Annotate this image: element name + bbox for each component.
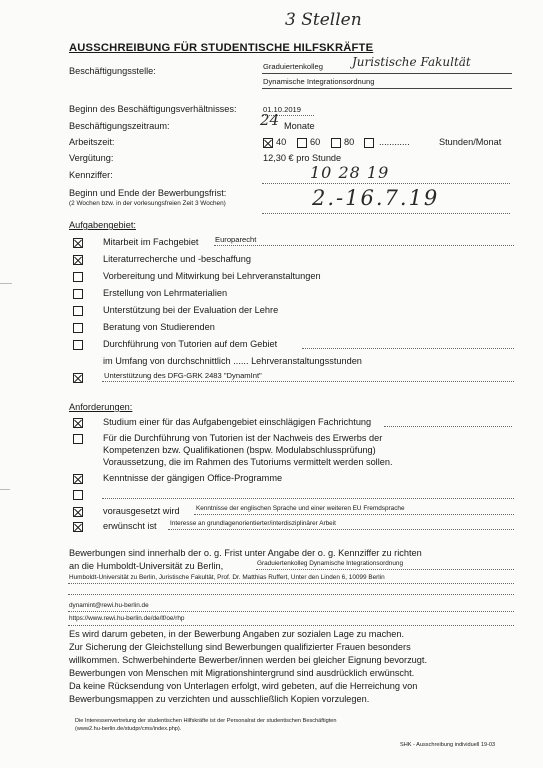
handwritten-months: 24 bbox=[260, 111, 280, 129]
requirement-checkbox[interactable] bbox=[73, 522, 83, 532]
requirement-office: Kenntnisse der gängigen Office-Programme bbox=[103, 473, 283, 483]
handwritten-code: 10 28 19 bbox=[310, 163, 390, 182]
requirement-checkbox[interactable] bbox=[73, 474, 83, 484]
application-line: Bewerbungen sind innerhalb der o. g. Frist unter Angabe der o. g. Kennziffer zu richten bbox=[69, 548, 422, 558]
employer-line2: Dynamische Integrationsordnung bbox=[263, 77, 375, 86]
tasks-heading: Aufgabengebiet: bbox=[69, 220, 136, 230]
period-suffix: Monate bbox=[284, 121, 315, 131]
task-field-value: Europarecht bbox=[215, 235, 257, 244]
scan-mark bbox=[0, 283, 12, 284]
requirements-heading: Anforderungen: bbox=[69, 402, 133, 412]
note-line: Zur Sicherung der Gleichstellung sind Bewerbungen qualifizierter Frauen besonders bbox=[69, 642, 411, 652]
scan-mark bbox=[0, 489, 10, 490]
required-label: vorausgesetzt wird bbox=[103, 506, 180, 516]
hours-option-80: 80 bbox=[344, 137, 355, 147]
desired-label: erwünscht ist bbox=[103, 521, 157, 531]
note-line: Da keine Rücksendung von Unterlagen erfolgt, wird gebeten, auf die Herreichung von bbox=[69, 681, 418, 691]
deadline-label: Beginn und Ende der Bewerbungsfrist: bbox=[69, 188, 227, 198]
handwritten-note: 3 Stellen bbox=[285, 10, 362, 30]
task-label: Durchführung von Tutorien auf dem Gebiet bbox=[103, 339, 278, 349]
hours-unit: Stunden/Monat bbox=[439, 137, 502, 147]
employer-label: Beschäftigungsstelle: bbox=[69, 66, 156, 76]
required-value: Kenntnisse der englischen Sprache und einer weiteren EU Fremdsprache bbox=[196, 505, 405, 512]
application-line: an die Humboldt-Universität zu Berlin, bbox=[69, 561, 224, 571]
handwritten-deadline: 2.-16.7.19 bbox=[312, 186, 440, 210]
hours-option-60: 60 bbox=[310, 137, 321, 147]
task-label: Mitarbeit im Fachgebiet bbox=[103, 237, 199, 247]
pay-label: Vergütung: bbox=[69, 153, 114, 163]
requirement-checkbox[interactable] bbox=[73, 490, 83, 500]
hours-40-checkbox[interactable] bbox=[263, 138, 273, 148]
footer-line: (www2.hu-berlin.de/studpr/cms/index.php). bbox=[75, 726, 182, 732]
form-id: SHK - Ausschreibung individuell 19-03 bbox=[400, 742, 496, 748]
hours-80-checkbox[interactable] bbox=[331, 138, 341, 148]
start-value: 01.10.2019 bbox=[263, 105, 302, 114]
note-line: Bewerbungen von Menschen mit Migrationshintergrund sind ausdrücklich erwünscht. bbox=[69, 668, 415, 678]
note-line: Es wird darum gebeten, in der Bewerbung Angaben zur sozialen Lage zu machen. bbox=[69, 629, 405, 639]
deadline-note: (2 Wochen bzw. in der vorlesungsfreien Zeit 3 Wochen) bbox=[69, 200, 226, 207]
note-line: willkommen. Schwerbehinderte Bewerber/innen werden bei gleicher Eignung bevorzugt. bbox=[69, 655, 428, 665]
requirement-tutor: Für die Durchführung von Tutorien ist der Nachweis des Erwerbs der bbox=[103, 433, 383, 443]
start-label: Beginn des Beschäftigungsverhältnisses: bbox=[69, 104, 237, 114]
task-checkbox[interactable] bbox=[73, 238, 83, 248]
task-other-checkbox[interactable] bbox=[73, 373, 83, 383]
code-label: Kennziffer: bbox=[69, 170, 113, 180]
handwritten-faculty: Juristische Fakultät bbox=[352, 55, 471, 69]
task-checkbox[interactable] bbox=[73, 255, 83, 265]
hours-option-40: 40 bbox=[276, 137, 287, 147]
application-email: dynamint@rewi.hu-berlin.de bbox=[69, 602, 149, 609]
task-scope: im Umfang von durchschnittlich ...... Lehrveranstaltungsstunden bbox=[103, 356, 362, 366]
task-checkbox[interactable] bbox=[73, 340, 83, 350]
note-line: Bewerbungsmappen zu verzichten und ausschließlich Kopien vorzulegen. bbox=[69, 694, 370, 704]
footer-line: Die Interessenvertretung der studentischen Hilfskräfte ist der Personalrat der studentischen Beschäftigten bbox=[75, 718, 337, 724]
hours-dots: ............ bbox=[379, 137, 410, 147]
period-label: Beschäftigungszeitraum: bbox=[69, 121, 170, 131]
application-address: Humboldt-Universität zu Berlin, Juristische Fakultät, Prof. Dr. Matthias Ruffert, Unter den Linden 6, 10099 Berlin bbox=[69, 574, 385, 581]
hours-custom-checkbox[interactable] bbox=[364, 138, 374, 148]
requirement-checkbox[interactable] bbox=[73, 418, 83, 428]
task-label: Erstellung von Lehrmaterialien bbox=[103, 288, 228, 298]
pay-value: 12,30 € pro Stunde bbox=[263, 153, 342, 163]
task-label: Vorbereitung und Mitwirkung bei Lehrveranstaltungen bbox=[103, 271, 321, 281]
task-label: Unterstützung bei der Evaluation der Lehre bbox=[103, 305, 279, 315]
application-web: https://www.rewi.hu-berlin.de/de/lf/oe/rhp bbox=[69, 615, 185, 622]
hours-label: Arbeitszeit: bbox=[69, 137, 115, 147]
hours-60-checkbox[interactable] bbox=[297, 138, 307, 148]
task-checkbox[interactable] bbox=[73, 323, 83, 333]
task-checkbox[interactable] bbox=[73, 306, 83, 316]
task-label: Beratung von Studierenden bbox=[103, 322, 215, 332]
requirement-tutor: Kompetenzen bzw. Qualifikationen (bspw. Modulabschlussprüfung) bbox=[103, 445, 376, 455]
requirement-checkbox[interactable] bbox=[73, 507, 83, 517]
employer-line1: Graduiertenkolleg bbox=[263, 62, 323, 71]
application-recipient: Graduiertenkolleg Dynamische Integrationsordnung bbox=[257, 560, 404, 567]
requirement-checkbox[interactable] bbox=[73, 434, 83, 444]
task-other-label: Unterstützung des DFG-GRK 2483 "DynamInt" bbox=[104, 371, 262, 380]
desired-value: Interesse an grundlagenorientierter/interdisziplinärer Arbeit bbox=[170, 520, 336, 527]
requirement-tutor: Voraussetzung, die im Rahmen des Tutoriums vermittelt werden sollen. bbox=[103, 457, 393, 467]
task-label: Literaturrecherche und -beschaffung bbox=[103, 254, 251, 264]
page-title: AUSSCHREIBUNG FÜR STUDENTISCHE HILFSKRÄFTE bbox=[69, 42, 374, 54]
task-checkbox[interactable] bbox=[73, 272, 83, 282]
task-checkbox[interactable] bbox=[73, 289, 83, 299]
requirement-study: Studium einer für das Aufgabengebiet einschlägigen Fachrichtung bbox=[103, 417, 372, 427]
